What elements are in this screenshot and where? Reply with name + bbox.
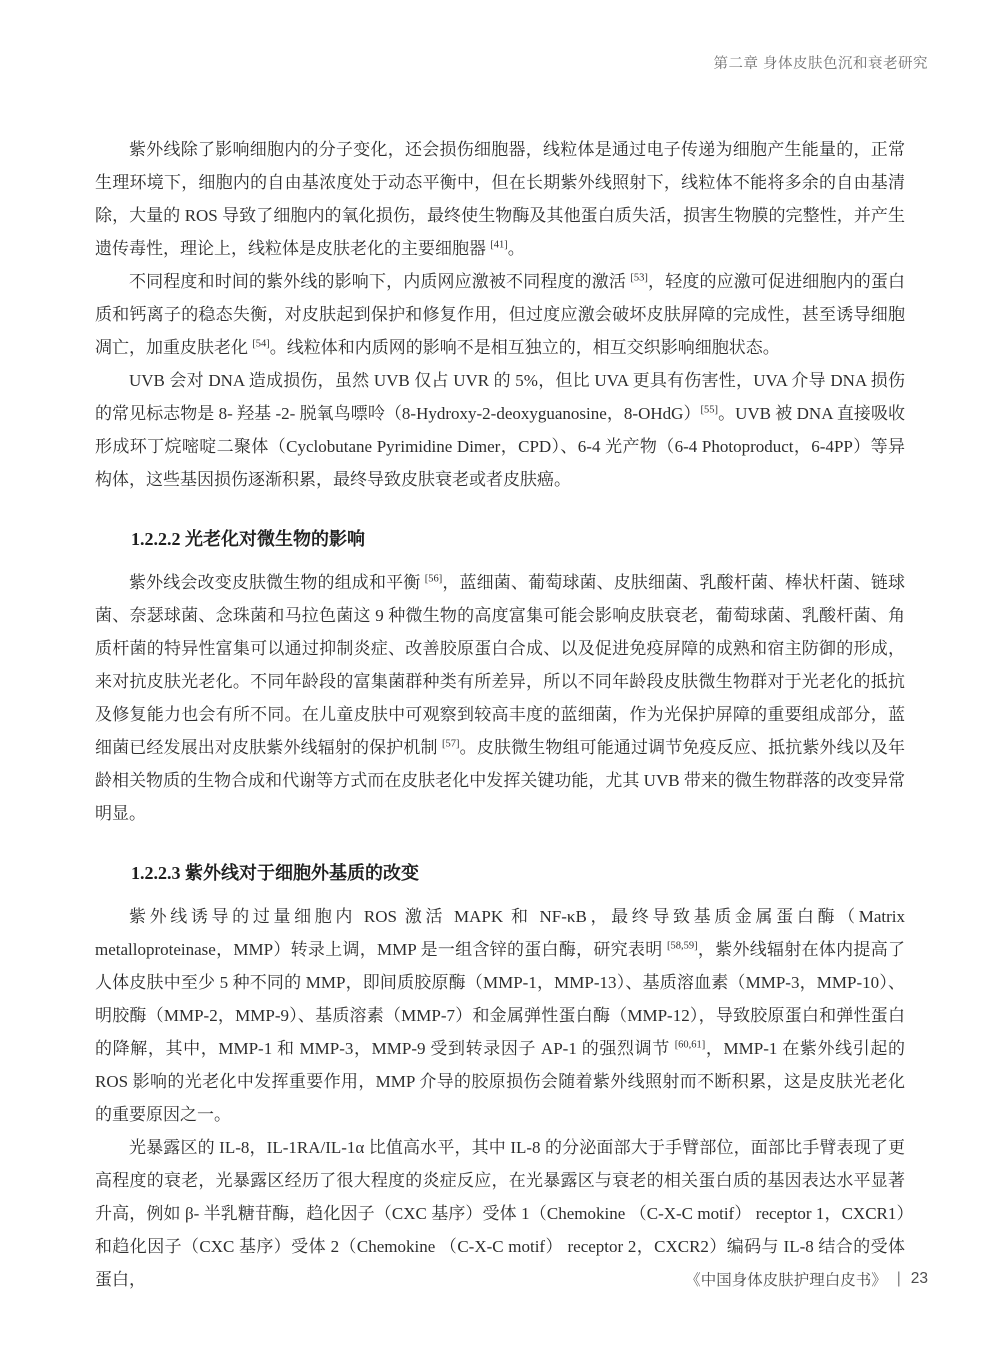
section-heading: 1.2.2.3 紫外线对于细胞外基质的改变	[131, 863, 419, 883]
paragraph: 紫外线除了影响细胞内的分子变化，还会损伤细胞器，线粒体是通过电子传递为细胞产生能量的，正常生理环境下，细胞内的自由基浓度处于动态平衡中，但在长期紫外线照射下，线粒体不能将多余的自由基清除，大量的 ROS 导致了细胞内的氧化损伤，最终使生物酶及其他蛋白质失活，损害生物膜的完整性，并产生遗传毒性，理论上，线粒体是皮肤老化的主要细胞器 [41]。	[95, 140, 905, 258]
footer-book-title: 《中国身体皮肤护理白皮书》	[685, 1272, 887, 1289]
running-header: 第二章 身体皮肤色沉和衰老研究	[713, 56, 928, 72]
citation-ref: [57]	[442, 738, 460, 750]
citation-ref: [54]	[252, 338, 270, 350]
paragraph: UVB 会对 DNA 造成损伤，虽然 UVB 仅占 UVR 的 5%，但比 UVA 更具有伤害性，UVA 介导 DNA 损伤的常见标志物是 8- 羟基 -2- 脱氧鸟嘌呤（8-Hydroxy-2-deoxyguanosine，8-OHdG）[55]。UVB 被 DNA 直接吸收形成环丁烷嘧啶二聚体（Cyclobutane Pyrimidine Dimer，CPD）、6-4 光产物（6-4 Photoproduct，6-4PP）等异构体，这些基因损伤逐渐积累，最终导致皮肤衰老或者皮肤癌。	[95, 371, 905, 489]
section-heading: 1.2.2.2 光老化对微生物的影响	[131, 529, 365, 549]
citation-ref: [41]	[490, 239, 508, 251]
page-footer	[685, 1268, 928, 1290]
footer-separator: |	[896, 1270, 901, 1287]
paragraph: 光暴露区的 IL-8，IL-1RA/IL-1α 比值高水平，其中 IL-8 的分泌面部大于手臂部位，面部比手臂表现了更高程度的衰老，光暴露区经历了很大程度的炎症反应，在光暴露区与衰老的相关蛋白质的基因表达水平显著升高，例如 β- 半乳糖苷酶，趋化因子（CXC 基序）受体 1（Chemokine （C-X-C motif） receptor 1，CXCR1）和趋化因子（CXC 基序）受体 2（Chemokine （C-X-C motif） receptor 2，CXCR2）编码与 IL-8 结合的受体蛋白，	[95, 1138, 905, 1289]
citation-ref: [55]	[700, 404, 719, 416]
paragraph: 紫外线诱导的过量细胞内 ROS 激活 MAPK 和 NF-κB，最终导致基质金属蛋白酶（Matrix metalloproteinase，MMP）转录上调，MMP 是一组含锌的蛋白酶，研究表明 [58,59]，紫外线辐射在体内提高了人体皮肤中至少 5 种不同的 MMP，即间质胶原酶（MMP-1，MMP-13）、基质溶血素（MMP-3，MMP-10）、明胶酶（MMP-2，MMP-9）、基质溶素（MMP-7）和金属弹性蛋白酶（MMP-12），导致胶原蛋白和弹性蛋白的降解，其中，MMP-1 和 MMP-3，MMP-9 受到转录因子 AP-1 的强烈调节 [60,61]，MMP-1 在紫外线引起的 ROS 影响的光老化中发挥重要作用，MMP 介导的胶原损伤会随着紫外线照射而不断积累，这是皮肤光老化的重要原因之一。	[95, 907, 905, 1124]
citation-ref: [56]	[424, 573, 443, 585]
paragraph: 不同程度和时间的紫外线的影响下，内质网应激被不同程度的激活 [53]，轻度的应激可促进细胞内的蛋白质和钙离子的稳态失衡，对皮肤起到保护和修复作用，但过度应激会破坏皮肤屏障的完成性，甚至诱导细胞凋亡，加重皮肤老化 [54]。线粒体和内质网的影响不是相互独立的，相互交织影响细胞状态。	[95, 272, 906, 357]
citation-ref: [58,59]	[667, 940, 698, 952]
citation-ref: [53]	[630, 272, 648, 284]
document-body	[95, 133, 905, 1296]
citation-ref: [60,61]	[674, 1039, 706, 1051]
footer-page-number: 23	[910, 1270, 928, 1287]
paragraph: 紫外线会改变皮肤微生物的组成和平衡 [56]，蓝细菌、葡萄球菌、皮肤细菌、乳酸杆菌、棒状杆菌、链球菌、奈瑟球菌、念珠菌和马拉色菌这 9 种微生物的高度富集可能会影响皮肤衰老，葡萄球菌、乳酸杆菌、角质杆菌的特异性富集可以通过抑制炎症、改善胶原蛋白合成、以及促进免疫屏障的成熟和宿主防御的形成，来对抗皮肤光老化。不同年龄段的富集菌群种类有所差异，所以不同年龄段皮肤微生物群对于光老化的抵抗及修复能力也会有所不同。在儿童皮肤中可观察到较高丰度的蓝细菌，作为光保护屏障的重要组成部分，蓝细菌已经发展出对皮肤紫外线辐射的保护机制 [57]。皮肤微生物组可能通过调节免疫反应、抵抗紫外线以及年龄相关物质的生物合成和代谢等方式而在皮肤老化中发挥关键功能，尤其 UVB 带来的微生物群落的改变异常明显。	[95, 573, 906, 823]
